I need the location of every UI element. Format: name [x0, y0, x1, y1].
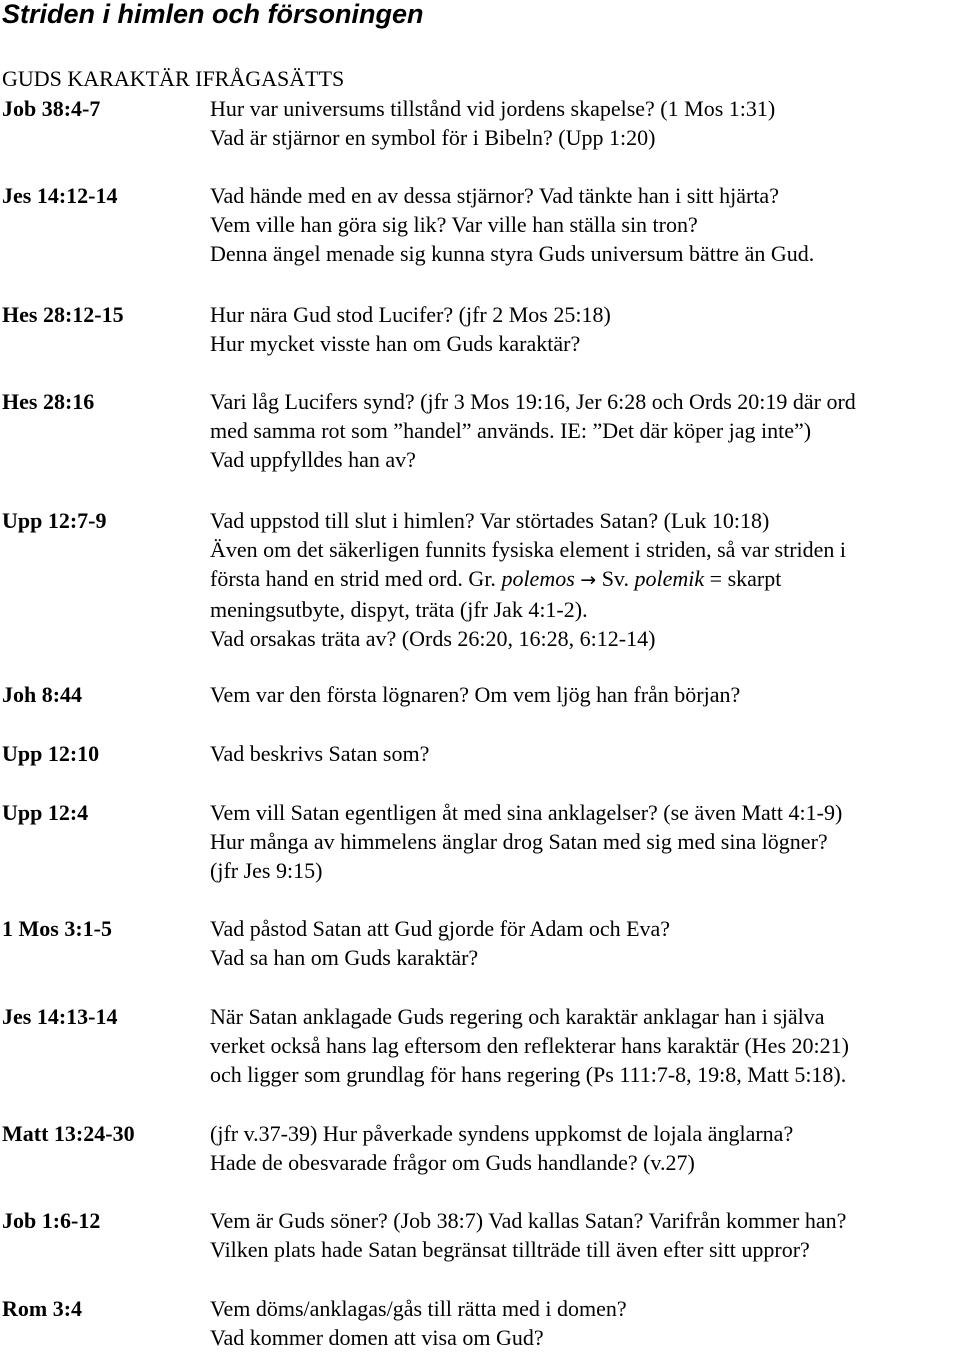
question-line [210, 506, 960, 535]
question-line [210, 181, 960, 210]
text-segment: med samma rot som ”handel” används. IE: ”Det där köper jag inte”) [210, 418, 812, 443]
question-line [210, 595, 960, 624]
text-segment: Vad sa han om Guds karaktär? [210, 945, 479, 970]
question-text [210, 1206, 960, 1264]
text-segment: Vad beskrivs Satan som? [210, 741, 430, 766]
question-line [210, 914, 960, 943]
scripture-reference: Upp 12:10 [2, 741, 100, 766]
text-segment: Vad kommer domen att visa om Gud? [210, 1325, 544, 1350]
question-line [210, 624, 960, 653]
question-line [210, 827, 960, 856]
question-line [210, 798, 960, 827]
question-line [210, 1294, 960, 1323]
scripture-reference: Joh 8:44 [2, 682, 83, 707]
question-line [210, 445, 960, 474]
question-line [210, 1060, 960, 1089]
text-segment: Vad påstod Satan att Gud gjorde för Adam och Eva? [210, 916, 671, 941]
text-segment: Vilken plats hade Satan begränsat tillträde till även efter sitt uppror? [210, 1237, 810, 1262]
text-segment: Vem var den första lögnaren? Om vem ljög han från början? [210, 682, 741, 707]
text-segment: Hur nära Gud stod Lucifer? (jfr 2 Mos 25:18) [210, 302, 611, 327]
text-segment: och ligger som grundlag för hans regering (Ps 111:7-8, 19:8, Matt 5:18). [210, 1062, 847, 1087]
text-segment: Hur mycket visste han om Guds karaktär? [210, 331, 581, 356]
scripture-reference: Matt 13:24-30 [2, 1121, 135, 1146]
text-segment: Hur många av himmelens änglar drog Satan med sig med sina lögner? [210, 829, 828, 854]
text-segment: Även om det säkerligen funnits fysiska element i striden, så var striden i [210, 537, 847, 562]
text-segment: Vem döms/anklagas/gås till rätta med i domen? [210, 1296, 627, 1321]
scripture-reference: Rom 3:4 [2, 1296, 83, 1321]
scripture-reference: Upp 12:7-9 [2, 508, 107, 533]
question-line [210, 416, 960, 445]
question-text [210, 94, 960, 152]
question-line [210, 239, 960, 268]
text-segment: Hur var universums tillstånd vid jordens skapelse? (1 Mos 1:31) [210, 96, 776, 121]
question-line [210, 680, 960, 709]
text-segment: Vem vill Satan egentligen åt med sina anklagelser? (se även Matt 4:1-9) [210, 800, 843, 825]
question-line [210, 1206, 960, 1235]
text-segment: första hand en strid med ord. Gr. [210, 566, 502, 591]
question-line [210, 94, 960, 123]
scripture-reference: 1 Mos 3:1-5 [2, 916, 112, 941]
question-line [210, 739, 960, 768]
question-line [210, 123, 960, 152]
question-text [210, 506, 960, 653]
question-line [210, 564, 960, 595]
question-text [210, 387, 960, 474]
scripture-reference: Jes 14:12-14 [2, 183, 118, 208]
text-segment: Vad är stjärnor en symbol för i Bibeln? (Upp 1:20) [210, 125, 656, 150]
question-text [210, 914, 960, 972]
question-text [210, 1002, 960, 1089]
question-text [210, 739, 960, 768]
question-line [210, 387, 960, 416]
scripture-reference: Jes 14:13-14 [2, 1004, 118, 1029]
scripture-reference: Upp 12:4 [2, 800, 89, 825]
scripture-reference: Hes 28:12-15 [2, 302, 124, 327]
text-segment: När Satan anklagade Guds regering och karaktär anklagar han i själva [210, 1004, 825, 1029]
text-segment: Denna ängel menade sig kunna styra Guds universum bättre än Gud. [210, 241, 815, 266]
italic-term: polemik [634, 566, 705, 591]
question-line [210, 1323, 960, 1352]
question-line [210, 210, 960, 239]
text-segment: Vad uppfylldes han av? [210, 447, 416, 472]
arrow-right-icon: → [580, 569, 597, 591]
question-line [210, 329, 960, 358]
question-line [210, 1235, 960, 1264]
text-segment: Sv. [596, 566, 635, 591]
text-segment: Vem ville han göra sig lik? Var ville han ställa sin tron? [210, 212, 698, 237]
question-line [210, 1031, 960, 1060]
text-segment: Vari låg Lucifers synd? (jfr 3 Mos 19:16, Jer 6:28 och Ords 20:19 där ord [210, 389, 856, 414]
question-text [210, 300, 960, 358]
question-line [210, 535, 960, 564]
text-segment: (jfr Jes 9:15) [210, 858, 323, 883]
question-line [210, 856, 960, 885]
scripture-reference: Job 1:6-12 [2, 1208, 101, 1233]
question-line [210, 1148, 960, 1177]
text-segment: Vad orsakas träta av? (Ords 26:20, 16:28, 6:12-14) [210, 626, 656, 651]
text-segment: meningsutbyte, dispyt, träta (jfr Jak 4:1-2). [210, 597, 588, 622]
text-segment: (jfr v.37-39) Hur påverkade syndens uppkomst de lojala änglarna? [210, 1121, 794, 1146]
question-line [210, 300, 960, 329]
question-line [210, 1119, 960, 1148]
question-line [210, 943, 960, 972]
question-text [210, 1119, 960, 1177]
scripture-reference: Hes 28:16 [2, 389, 95, 414]
question-text [210, 181, 960, 268]
question-text [210, 798, 960, 885]
text-segment: Hade de obesvarade frågor om Guds handlande? (v.27) [210, 1150, 695, 1175]
document-title: Striden i himlen och försoningen [2, 0, 424, 29]
text-segment: Vad uppstod till slut i himlen? Var störtades Satan? (Luk 10:18) [210, 508, 770, 533]
question-line [210, 1002, 960, 1031]
question-text [210, 1294, 960, 1352]
question-text [210, 680, 960, 709]
text-segment: Vem är Guds söner? (Job 38:7) Vad kallas Satan? Varifrån kommer han? [210, 1208, 847, 1233]
text-segment: verket också hans lag eftersom den reflekterar hans karaktär (Hes 20:21) [210, 1033, 849, 1058]
italic-term: polemos [501, 566, 575, 591]
text-segment: = skarpt [704, 566, 782, 591]
text-segment: Vad hände med en av dessa stjärnor? Vad tänkte han i sitt hjärta? [210, 183, 779, 208]
scripture-reference: Job 38:4-7 [2, 96, 101, 121]
section-heading: GUDS KARAKTÄR IFRÅGASÄTTS [2, 66, 345, 91]
